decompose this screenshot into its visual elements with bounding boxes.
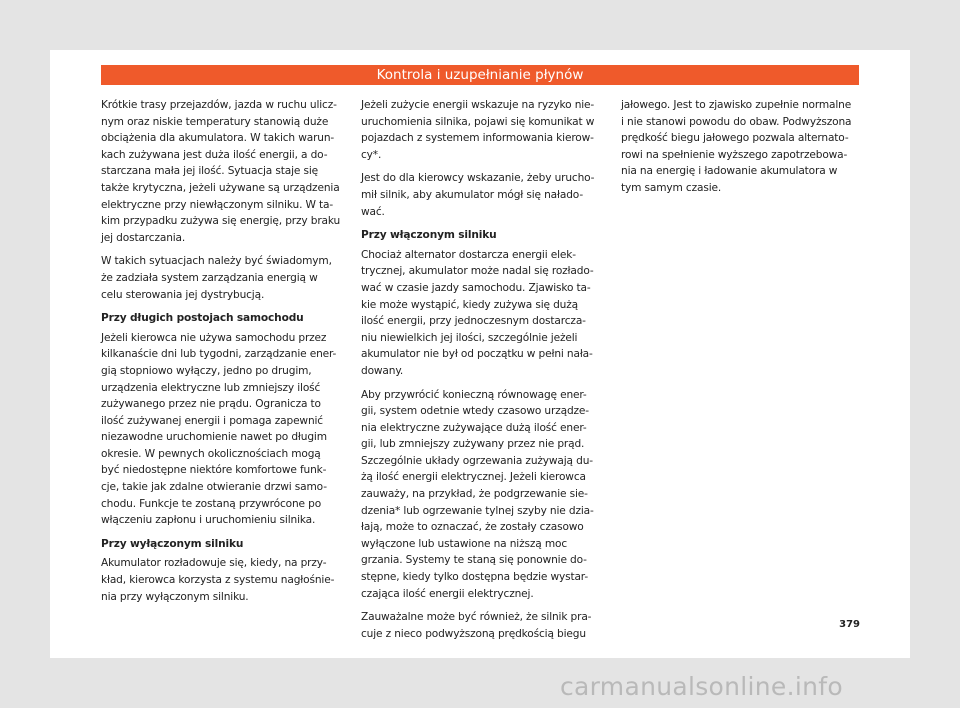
text-line: gii, system odetnie wtedy czasowo urządze-: [361, 405, 589, 418]
text-line: zauważy, na przykład, że podgrzewanie sie-: [361, 488, 588, 501]
paragraph: [101, 330, 349, 529]
text-line: mił silnik, aby akumulator mógł się nałado-: [361, 188, 584, 201]
text-line: uruchomienia silnika, pojawi się komunikat w: [361, 115, 595, 128]
text-line: cuje z nieco podwyższoną prędkością biegu: [361, 627, 586, 640]
paragraph: [101, 555, 349, 605]
text-line: prędkość biegu jałowego pozwala alternato-: [621, 132, 849, 145]
paragraph: [621, 97, 869, 197]
text-line: dowany.: [361, 364, 404, 377]
text-line: nia przy wyłączonym silniku.: [101, 590, 249, 603]
text-line: rowi na spełnienie wyższego zapotrzebowa-: [621, 148, 848, 161]
paragraph: [361, 97, 609, 163]
text-line: Akumulator rozładowuje się, kiedy, na przy-: [101, 557, 327, 570]
text-line: grzania. Systemy te staną się ponownie do-: [361, 554, 587, 567]
text-line: pojazdach z systemem informowania kierow-: [361, 132, 594, 145]
text-line: nia na energię i ładowanie akumulatora w: [621, 165, 838, 178]
text-line: niezawodne uruchomienie nawet po długim: [101, 431, 327, 444]
page-number: 379: [839, 619, 860, 630]
paragraph: [361, 387, 609, 603]
text-line: żą ilość energii elektrycznej. Jeżeli kierowca: [361, 471, 586, 484]
text-line: łają, może to oznaczać, że zostały czasowo: [361, 521, 584, 534]
text-line: Chociaż alternator dostarcza energii elek-: [361, 248, 576, 261]
paragraph: [361, 609, 609, 642]
text-line: kilkanaście dni lub tygodni, zarządzanie ener-: [101, 348, 337, 361]
text-line: wyłączone lub ustawione na niższą moc: [361, 537, 568, 550]
text-line: elektryczne przy niewłączonym silniku. W ta-: [101, 198, 334, 211]
watermark: carmanualsonline.info: [560, 672, 843, 701]
text-line: tym samym czasie.: [621, 181, 722, 194]
text-line: ilość energii, przy jednoczesnym dostarcza-: [361, 315, 586, 328]
section-header: Kontrola i uzupełnianie płynów: [101, 65, 859, 85]
text-column-1: [101, 97, 349, 612]
text-line: cje, takie jak zdalne otwieranie drzwi samo-: [101, 481, 327, 494]
paragraph: [101, 97, 349, 246]
text-line: Jeżeli kierowca nie używa samochodu przez: [101, 331, 327, 344]
text-line: Krótkie trasy przejazdów, jazda w ruchu ulicz-: [101, 99, 337, 111]
text-line: kach zużywana jest duża ilość energii, a do-: [101, 148, 328, 161]
text-line: że zadziała system zarządzania energią w: [101, 271, 318, 284]
text-line: włączeniu zapłonu i uruchomieniu silnika.: [101, 514, 316, 527]
text-line: celu sterowania jej dystrybucją.: [101, 288, 265, 301]
text-line: kim przypadku zużywa się energię, przy braku: [101, 215, 341, 228]
text-line: i nie stanowi powodu do obaw. Podwyższona: [621, 115, 852, 128]
text-line: kład, kierowca korzysta z systemu nagłośnie-: [101, 574, 335, 587]
text-line: okresie. W pewnych okolicznościach mogą: [101, 447, 321, 460]
text-line: zużywanego przez nie prądu. Ogranicza to: [101, 398, 321, 411]
text-line: starczana mała jej ilość. Sytuacja staje się: [101, 165, 318, 178]
subheading: Przy wyłączonym silniku: [101, 537, 244, 550]
text-line: jej dostarczania.: [101, 231, 186, 244]
text-line: W takich sytuacjach należy być świadomym,: [101, 255, 332, 268]
text-column-2: [361, 97, 609, 649]
text-line: być niedostępne niektóre komfortowe funk-: [101, 464, 327, 477]
text-line: trycznej, akumulator może nadal się rozłado-: [361, 265, 594, 278]
text-line: akumulator nie był od początku w pełni nała-: [361, 348, 593, 361]
subheading: Przy długich postojach samochodu: [101, 312, 304, 325]
text-line: także krytyczna, jeżeli używane są urządzenia: [101, 181, 340, 194]
paragraph: [101, 253, 349, 303]
text-line: obciążenia dla akumulatora. W takich warun-: [101, 132, 335, 145]
text-line: gii, lub zmniejszy zużywany przez nie prąd.: [361, 438, 585, 451]
text-column-3: [621, 97, 869, 204]
text-line: dzenia* lub ogrzewanie tylnej szyby nie dzia-: [361, 504, 594, 517]
text-line: nym oraz niskie temperatury stanowią duże: [101, 115, 329, 128]
text-line: nia elektryczne zużywające dużą ilość ener-: [361, 421, 587, 434]
text-line: Aby przywrócić konieczną równowagę ener-: [361, 388, 587, 401]
text-line: Zauważalne może być również, że silnik pra-: [361, 611, 592, 624]
paragraph: [361, 170, 609, 220]
text-line: Jest do dla kierowcy wskazanie, żeby urucho-: [361, 172, 595, 185]
text-line: Jeżeli zużycie energii wskazuje na ryzyko nie-: [361, 99, 595, 111]
text-line: wać w czasie jazdy samochodu. Zjawisko ta-: [361, 281, 591, 294]
text-line: kie może wystąpić, kiedy zużywa się dużą: [361, 298, 578, 311]
text-line: jałowego. Jest to zjawisko zupełnie normalne: [621, 99, 852, 111]
text-line: wać.: [361, 205, 385, 218]
text-line: czająca ilość energii elektrycznej.: [361, 587, 534, 600]
text-line: Szczególnie układy ogrzewania zużywają du-: [361, 454, 593, 467]
text-line: urządzenia elektryczne lub zmniejszy ilość: [101, 381, 321, 394]
subheading: Przy włączonym silniku: [361, 229, 497, 242]
text-line: stępne, kiedy tylko dostępna będzie wystar-: [361, 571, 589, 584]
text-line: cy*.: [361, 148, 382, 161]
text-line: chodu. Funkcje te zostaną przywrócone po: [101, 497, 322, 510]
paragraph: [361, 247, 609, 380]
text-line: ilość zużywanej energii i pomaga zapewnić: [101, 414, 323, 427]
text-line: gią stopniowo wyłączy, jedno po drugim,: [101, 364, 312, 377]
text-line: niu niewielkich jej ilości, szczególnie jeżeli: [361, 331, 578, 344]
